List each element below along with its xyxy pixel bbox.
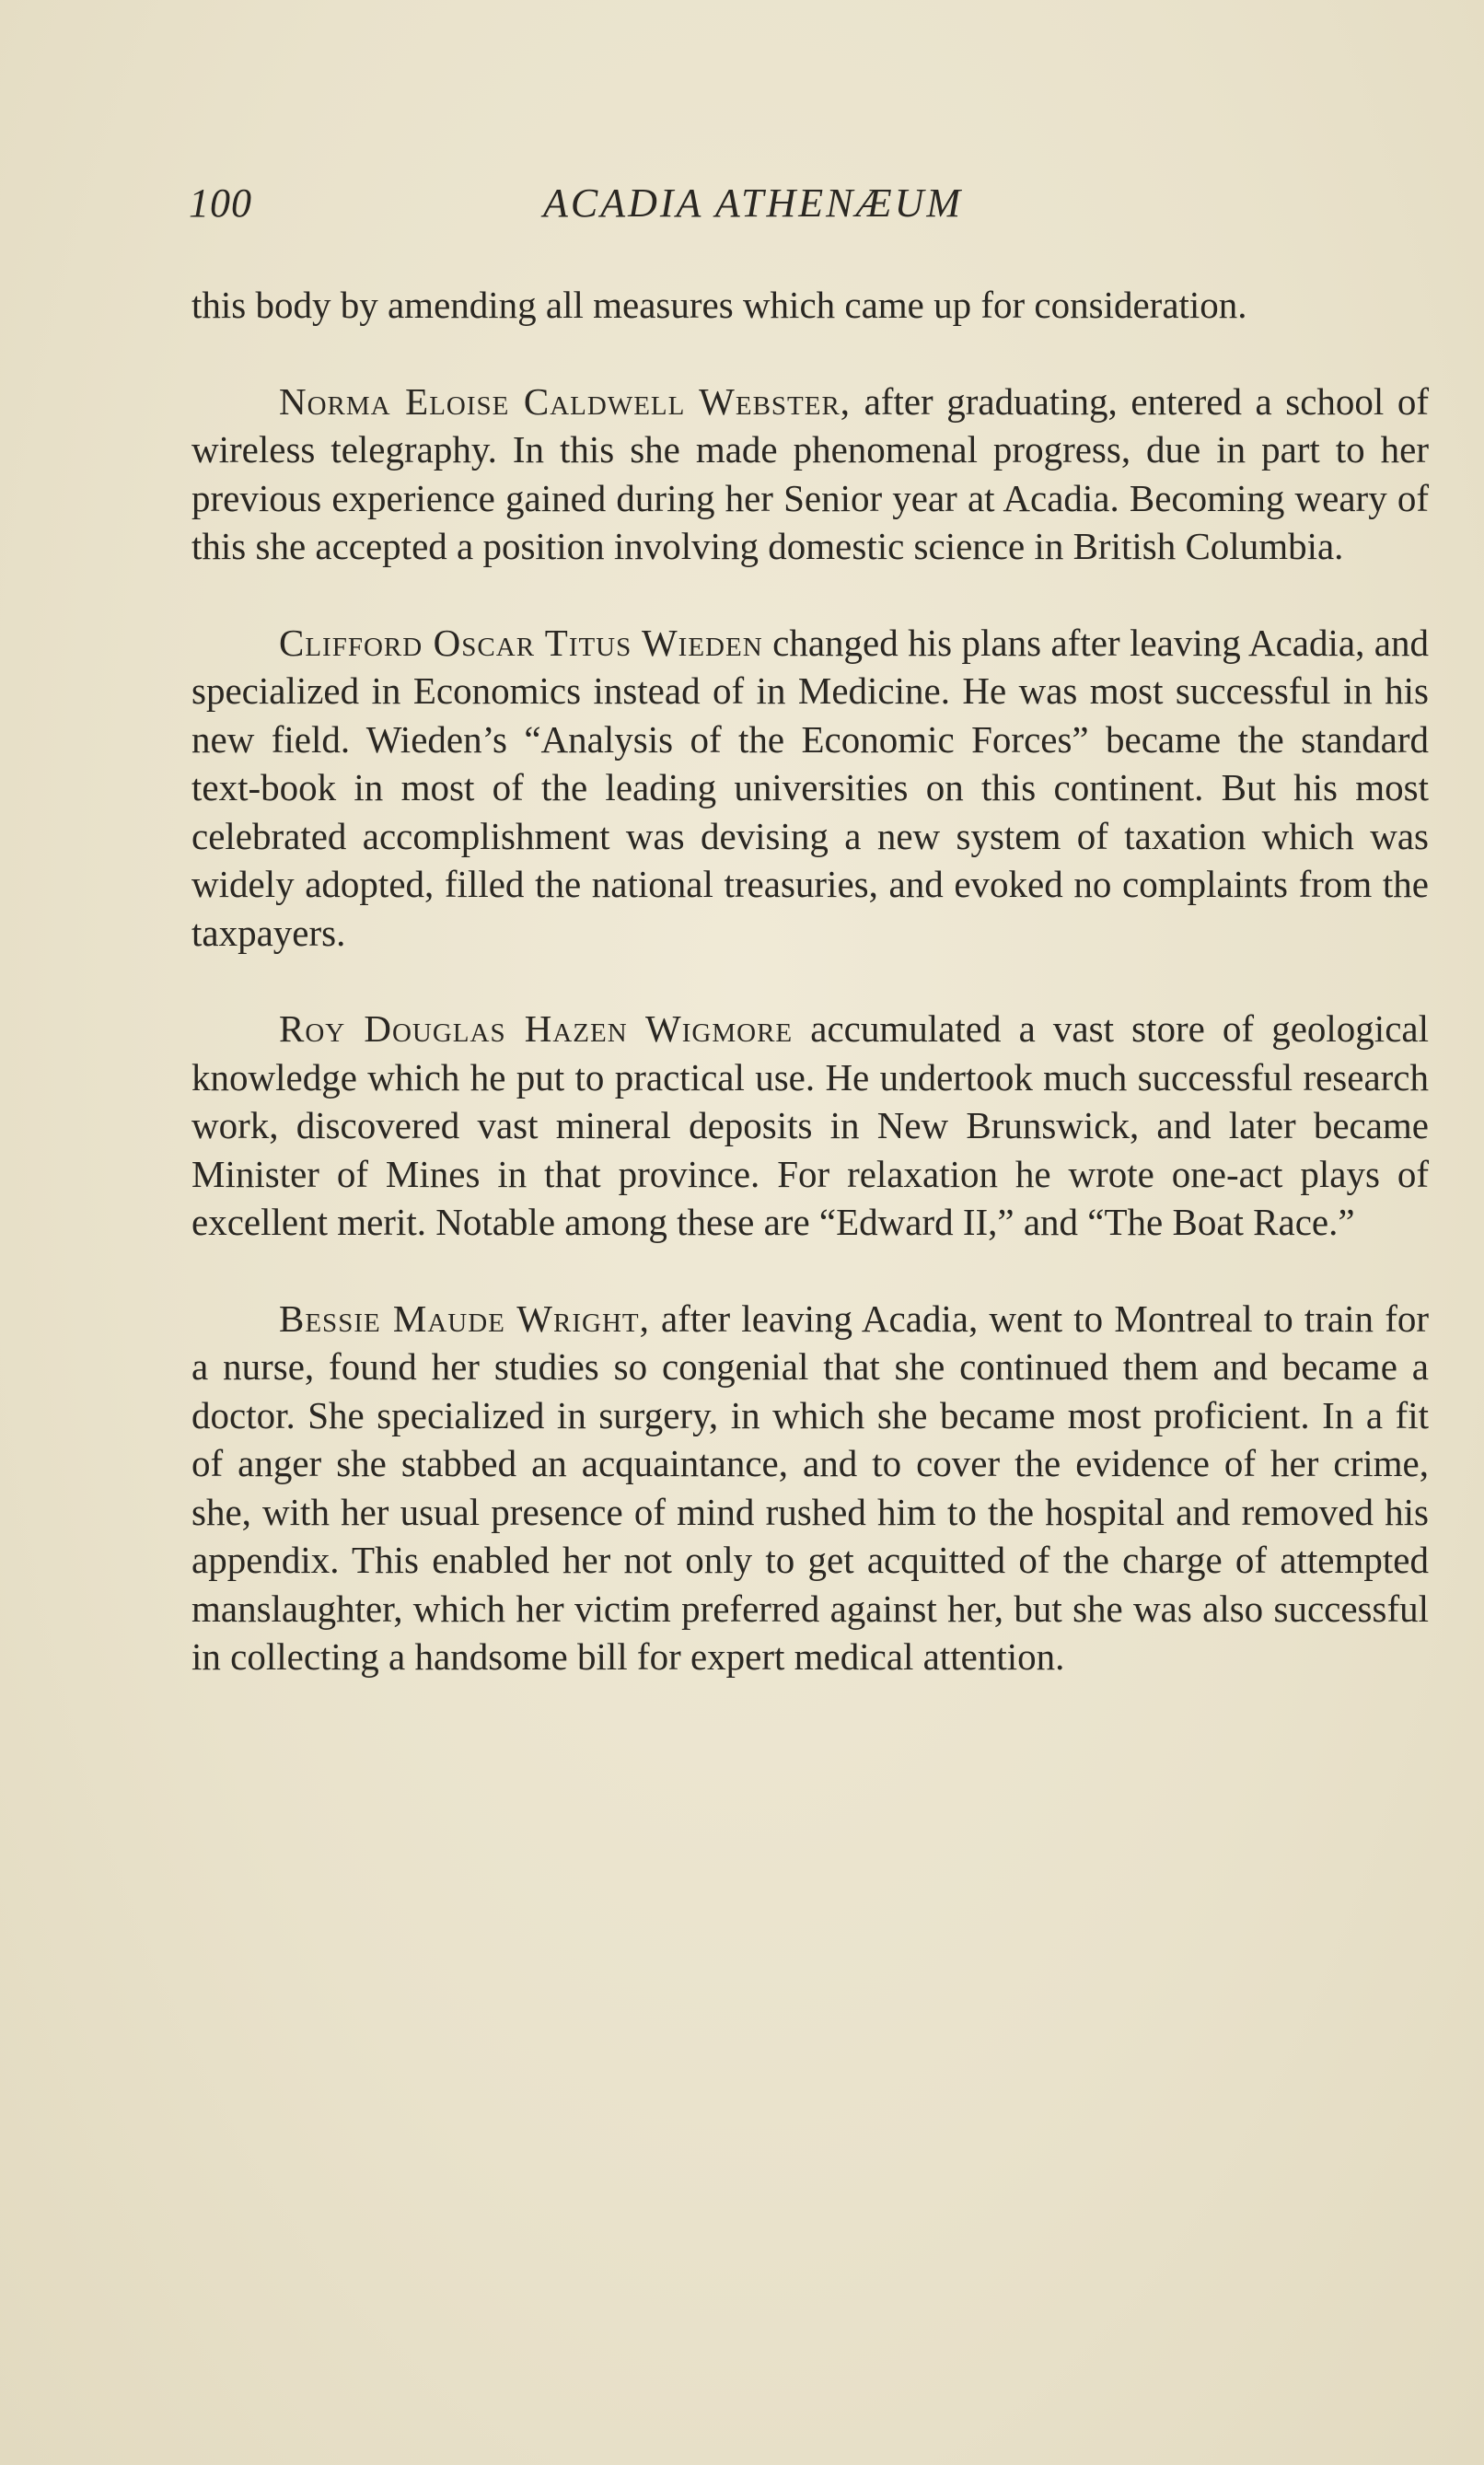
paragraph-continued bbox=[191, 281, 1429, 330]
paragraph-text: after leaving Acadia, went to Montreal to train for a nurse, found her studies so congenial that she continued them and became a doctor. She specialized in surgery, in which she became most proficient. In a fit of anger she stabbed an acquaintance, and to cover the evidence of her crime, she, with her usual presence of mind rushed him to the hospital and removed his appendix. This enabled her not only to get acquitted of the charge of attempted manslaughter, which her victim preferred against her, but she was also successful in collecting a handsome bill for expert medical attention. bbox=[191, 1296, 1430, 1678]
paragraph-text: changed his plans after leaving Acadia, and specialized in Economics instead of in Medicine. He was most successful in his new field. Wieden’s “Analysis of the Economic Forces” became the standard text-book in most of the leading universities on this continent. But his most celebrated accomplishment was devising a new system of taxation which was widely adopted, filled the national treasuries, and evoked no complaints from the taxpayers. bbox=[191, 621, 1429, 954]
page-number: 100 bbox=[189, 180, 252, 226]
person-name: Bessie Maude Wright, bbox=[279, 1296, 650, 1340]
running-head: ACADIA ATHENÆUM bbox=[543, 180, 964, 226]
paragraph-text: this body by amending all measures which came up for consideration. bbox=[191, 284, 1247, 326]
person-name: Norma Eloise Caldwell Webster, bbox=[279, 379, 852, 423]
person-name: Roy Douglas Hazen Wigmore bbox=[279, 1007, 794, 1050]
person-name: Clifford Oscar Titus Wieden bbox=[279, 621, 763, 664]
body-text bbox=[191, 281, 1429, 1729]
page-header bbox=[189, 180, 1433, 244]
paragraph-text: after graduating, entered a school of wireless telegraphy. In this she made phenomenal progress, due in part to her previous experience gained during her Senior year at Acadia. Becoming weary of this she accepted a position involving domestic science in British Columbia. bbox=[191, 379, 1429, 567]
paragraph-text: accumulated a vast store of geological knowledge which he put to practical use. He undertook much successful research work, discovered vast mineral deposits in New Brunswick, and later became Minister of Mines in that province. For relaxation he wrote one-act plays of excellent merit. Notable among these are “Edward II,” and “The Boat Race.” bbox=[191, 1007, 1429, 1243]
paragraph-webster bbox=[191, 378, 1429, 571]
paragraph-wieden bbox=[191, 619, 1429, 958]
paragraph-wright bbox=[191, 1295, 1429, 1681]
paragraph-wigmore bbox=[191, 1005, 1429, 1247]
